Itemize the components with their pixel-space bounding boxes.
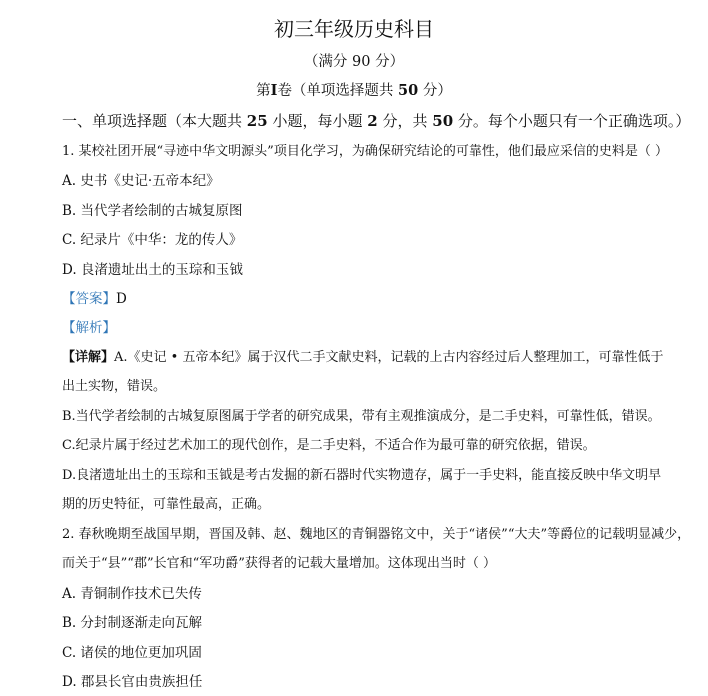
- section-total-points: 50: [432, 112, 454, 130]
- volume-heading: [0, 82, 708, 100]
- section-question-count: 25: [246, 112, 268, 130]
- detail-line-1: [62, 349, 663, 367]
- answer-bracket-open: 【: [62, 291, 76, 307]
- answer-label: 答案: [75, 291, 103, 307]
- section-heading-text-1: 一、单项选择题（本大题共: [62, 112, 243, 130]
- volume-numeral: I: [270, 82, 278, 99]
- score-note: （满分 90 分）: [303, 54, 405, 70]
- section-heading: [62, 111, 690, 131]
- detail-text-1: A.《史记 • 五帝本纪》属于汉代二手文献史料，记载的上古内容经过后人整理加工，可靠性低于: [114, 350, 664, 365]
- question-2-stem-line-2: 而关于“县”“郡”长官和“军功爵”获得者的记载大量增加。这体现出当时（ ）: [62, 556, 497, 571]
- question-1-stem: 1. 某校社团开展“寻迹中华文明源头”项目化学习，为确保研究结论的可靠性，他们最应采信的史料是（ ）: [62, 144, 668, 159]
- section-heading-text-3: 分，共: [382, 112, 428, 130]
- document-title: 初三年级历史科目: [274, 17, 434, 41]
- question-1-option-a: A. 史书《史记·五帝本纪》: [62, 173, 220, 189]
- answer-value: D: [116, 291, 127, 307]
- analysis-label: 解析: [75, 320, 103, 336]
- volume-end: 分）: [422, 83, 452, 99]
- volume-prefix: 第: [256, 83, 271, 99]
- question-2-option-a: A. 青铜制作技术已失传: [62, 586, 202, 602]
- section-heading-text-4: 分。每个小题只有一个正确选项。）: [457, 112, 691, 130]
- detail-line-3: B.当代学者绘制的古城复原图属于学者的研究成果，带有主观推演成分，是二手史料，可靠性低，错误。: [62, 409, 661, 424]
- detail-line-2: 出土实物，错误。: [62, 379, 167, 394]
- question-2-stem-line-1: 2. 春秋晚期至战国早期，晋国及韩、赵、魏地区的青铜器铭文中，关于“诸侯”“大夫”等爵位的记载明显减少，: [62, 527, 691, 542]
- analysis-bracket-open: 【: [62, 320, 76, 336]
- question-1-option-d: D. 良渚遗址出土的玉琮和玉钺: [62, 262, 243, 278]
- analysis-line: [62, 319, 116, 337]
- detail-line-5: D.良渚遗址出土的玉琮和玉钺是考古发掘的新石器时代实物遗存，属于一手史料，能直接反映中华文明早: [62, 468, 662, 483]
- volume-score: 50: [398, 82, 419, 99]
- answer-line: [62, 290, 127, 308]
- analysis-bracket-close: 】: [102, 320, 116, 336]
- detail-line-4: C.纪录片属于经过艺术加工的现代创作，是二手史料，不适合作为最可靠的研究依据，错误。: [62, 438, 596, 453]
- question-2-option-d: D. 郡县长官由贵族担任: [62, 674, 203, 690]
- question-1-option-c: C. 纪录片《中华：龙的传人》: [62, 232, 243, 248]
- question-2-option-b: B. 分封制逐渐走向瓦解: [62, 615, 203, 631]
- volume-suffix: 卷（单项选择题共: [277, 83, 394, 99]
- section-points-each: 2: [367, 112, 378, 130]
- question-2-option-c: C. 诸侯的地位更加巩固: [62, 645, 202, 661]
- section-heading-text-2: 小题，每小题: [272, 112, 363, 130]
- detail-tag: 【详解】: [62, 350, 115, 365]
- detail-line-6: 期的历史特征，可靠性最高，正确。: [62, 497, 271, 512]
- question-1-option-b: B. 当代学者绘制的古城复原图: [62, 203, 243, 219]
- answer-bracket-close: 】: [102, 291, 116, 307]
